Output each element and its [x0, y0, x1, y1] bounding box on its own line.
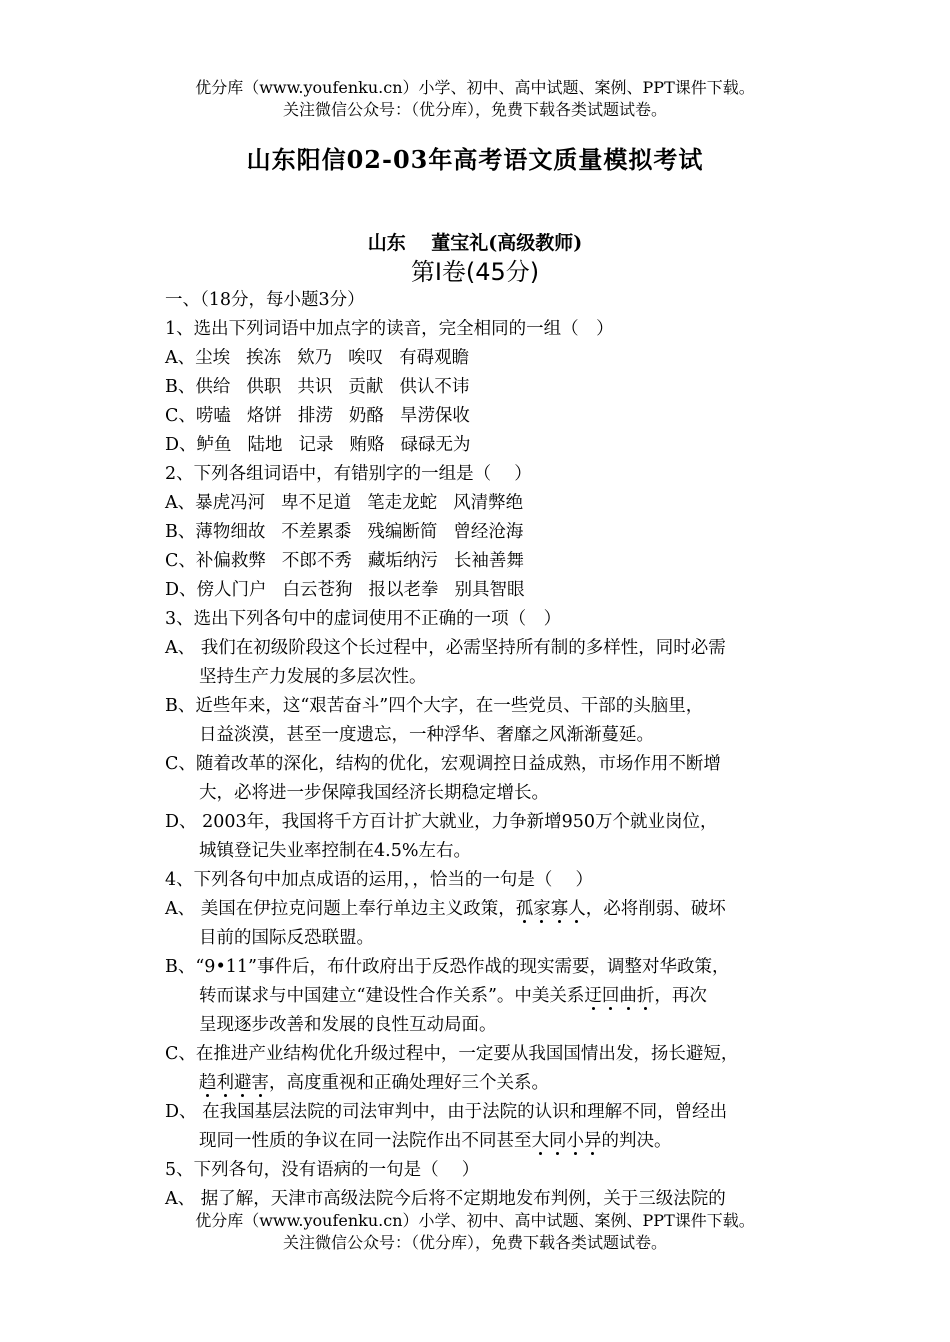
q2-option-d	[165, 576, 795, 605]
option-word: 报以老拳	[368, 580, 439, 600]
text-segment: A、 美国在伊拉克问题上奉行单边主义政策，	[165, 899, 516, 919]
q4-option-c-cont	[165, 1069, 795, 1098]
dotted-char: 害	[251, 1073, 269, 1093]
question-4-stem: 4、下列各句中加点成语的运用，，恰当的一句是（ ）	[165, 870, 593, 890]
dotted-char: 曲	[619, 986, 637, 1006]
dotted-char: 同	[549, 1131, 567, 1151]
option-word: 记录	[298, 435, 334, 455]
footer-line-2: 关注微信公众号：（优分库），免费下载各类试题试卷。	[282, 1233, 667, 1252]
q3-option-c-cont: 大，必将进一步保障我国经济长期稳定增长。	[199, 783, 549, 803]
option-label: C、	[165, 406, 196, 426]
option-word: 排涝	[297, 406, 333, 426]
option-label: B、	[165, 377, 196, 397]
option-word: 笔走龙蛇	[367, 493, 438, 513]
dotted-char: 折	[636, 986, 655, 1006]
q4-option-b: B、“9•11”事件后，布什政府出于反恐作战的现实需要，调整对华政策，	[165, 957, 730, 977]
exam-content	[165, 286, 795, 1214]
q5-option-a: A、 据了解，天津市高级法院今后将不定期地发布判例，关于三级法院的	[165, 1189, 726, 1209]
text-segment: 转而谋求与中国建立“建设性合作关系”。中美关系	[199, 986, 585, 1006]
question-1-stem: 1、选出下列词语中加点字的读音，完全相同的一组（ ）	[165, 319, 614, 339]
option-label: B、	[165, 522, 196, 542]
option-word: 贿赂	[349, 435, 385, 455]
option-word: 薄物细故	[195, 522, 266, 542]
q1-option-d	[165, 431, 795, 460]
option-word: 风清弊绝	[453, 493, 524, 513]
dotted-char: 迂	[584, 986, 602, 1006]
option-word: 鲈鱼	[196, 435, 232, 455]
option-word: 共识	[297, 377, 333, 397]
option-word: 残编断简	[367, 522, 438, 542]
option-word: 供认不讳	[399, 377, 470, 397]
option-word: 旱涝保收	[399, 406, 470, 426]
q4-option-a	[165, 895, 795, 924]
option-word: 供职	[246, 377, 282, 397]
option-label: A、	[165, 493, 196, 513]
option-word: 长袖善舞	[453, 551, 524, 571]
q4-option-b-cont	[165, 982, 795, 1011]
option-word: 陆地	[247, 435, 283, 455]
page-header	[0, 77, 950, 121]
option-word: 碌碌无为	[400, 435, 471, 455]
author-line: 山东 董宝礼(高级教师)	[367, 232, 583, 254]
question-2-stem: 2、下列各组词语中，有错别字的一组是（ ）	[165, 464, 532, 484]
option-word: 暴虎冯河	[195, 493, 266, 513]
section-heading: 一、（18分，每小题3分）	[165, 290, 365, 310]
q4-option-d: D、 在我国基层法院的司法审判中，由于法院的认识和理解不同，曾经出	[165, 1102, 728, 1122]
q1-option-a	[165, 344, 795, 373]
q3-option-d: D、 2003年，我国将千方百计扩大就业，力争新增950万个就业岗位，	[165, 812, 718, 832]
dotted-char: 回	[601, 986, 620, 1006]
option-word: 供给	[195, 377, 231, 397]
dotted-char: 家	[533, 899, 551, 919]
dotted-char: 异	[584, 1131, 602, 1151]
option-word: 烙饼	[246, 406, 282, 426]
option-word: 挨冻	[246, 348, 282, 368]
option-word: 欸乃	[297, 348, 333, 368]
q4-option-c: C、在推进产业结构优化升级过程中，一定要从我国国情出发，扬长避短，	[165, 1044, 739, 1064]
option-word: 贡献	[348, 377, 384, 397]
option-word: 卑不足道	[281, 493, 352, 513]
option-label: A、	[165, 348, 196, 368]
option-word: 奶酪	[348, 406, 384, 426]
option-word: 有碍观瞻	[399, 348, 470, 368]
header-line-2: 关注微信公众号：（优分库），免费下载各类试题试卷。	[282, 100, 667, 119]
question-3-stem: 3、选出下列各句中的虚词使用不正确的一项（ ）	[165, 609, 562, 629]
page-footer	[0, 1210, 950, 1254]
q4-option-d-cont	[165, 1127, 795, 1156]
option-word: 补偏救弊	[195, 551, 266, 571]
text-segment: 现同一性质的争议在同一法院作出不同甚至	[199, 1131, 532, 1151]
option-word: 藏垢纳污	[367, 551, 438, 571]
option-word: 曾经沧海	[453, 522, 524, 542]
text-segment: ，必将削弱、破坏	[585, 899, 726, 919]
option-word: 别具智眼	[454, 580, 525, 600]
option-word: 唠嗑	[195, 406, 231, 426]
option-label: D、	[165, 580, 197, 600]
option-label: D、	[165, 435, 197, 455]
option-word: 不郎不秀	[281, 551, 352, 571]
exam-title: 山东阳信02-03年高考语文质量模拟考试	[246, 145, 704, 174]
text-segment: ，高度重视和正确处理好三个关系。	[269, 1073, 549, 1093]
dotted-char: 趋	[199, 1073, 217, 1093]
option-label: C、	[165, 551, 196, 571]
q1-option-b	[165, 373, 795, 402]
q3-option-a-cont: 坚持生产力发展的多层次性。	[199, 667, 427, 687]
text-segment: 的判决。	[601, 1131, 672, 1151]
q4-option-a-cont: 目前的国际反恐联盟。	[199, 928, 374, 948]
dotted-char: 利	[216, 1073, 234, 1093]
dotted-char: 小	[566, 1131, 584, 1151]
footer-line-1: 优分库（www.youfenku.cn）小学、初中、高中试题、案例、PPT课件下载。	[195, 1211, 755, 1230]
q2-option-b	[165, 518, 795, 547]
volume-heading: 第Ⅰ卷(45分)	[410, 258, 540, 286]
dotted-char: 避	[234, 1073, 252, 1093]
dotted-char: 人	[568, 899, 586, 919]
option-word: 不差累黍	[281, 522, 352, 542]
q3-option-c: C、随着改革的深化，结构的优化，宏观调控日益成熟，市场作用不断增	[165, 754, 721, 774]
option-word: 傍人门户	[196, 580, 267, 600]
q3-option-b-cont: 日益淡漠，甚至一度遗忘，一种浮华、奢靡之风渐渐蔓延。	[199, 725, 654, 745]
q1-option-c	[165, 402, 795, 431]
option-word: 白云苍狗	[282, 580, 353, 600]
option-word: 唉叹	[348, 348, 384, 368]
q3-option-b: B、近些年来，这“艰苦奋斗”四个大字，在一些党员、干部的头脑里，	[165, 696, 704, 716]
dotted-char: 大	[531, 1131, 549, 1151]
text-segment: ，再次	[654, 986, 707, 1006]
option-word: 尘埃	[195, 348, 231, 368]
dotted-char: 孤	[515, 899, 534, 919]
question-5-stem: 5、下列各句，没有语病的一句是（ ）	[165, 1160, 480, 1180]
q3-option-d-cont: 城镇登记失业率控制在4.5%左右。	[199, 841, 471, 861]
q2-option-c	[165, 547, 795, 576]
header-line-1: 优分库（www.youfenku.cn）小学、初中、高中试题、案例、PPT课件下载。	[195, 78, 755, 97]
q3-option-a: A、 我们在初级阶段这个长过程中，必需坚持所有制的多样性，同时必需	[165, 638, 726, 658]
q4-option-b-cont2: 呈现逐步改善和发展的良性互动局面。	[199, 1015, 497, 1035]
q2-option-a	[165, 489, 795, 518]
dotted-char: 寡	[550, 899, 569, 919]
